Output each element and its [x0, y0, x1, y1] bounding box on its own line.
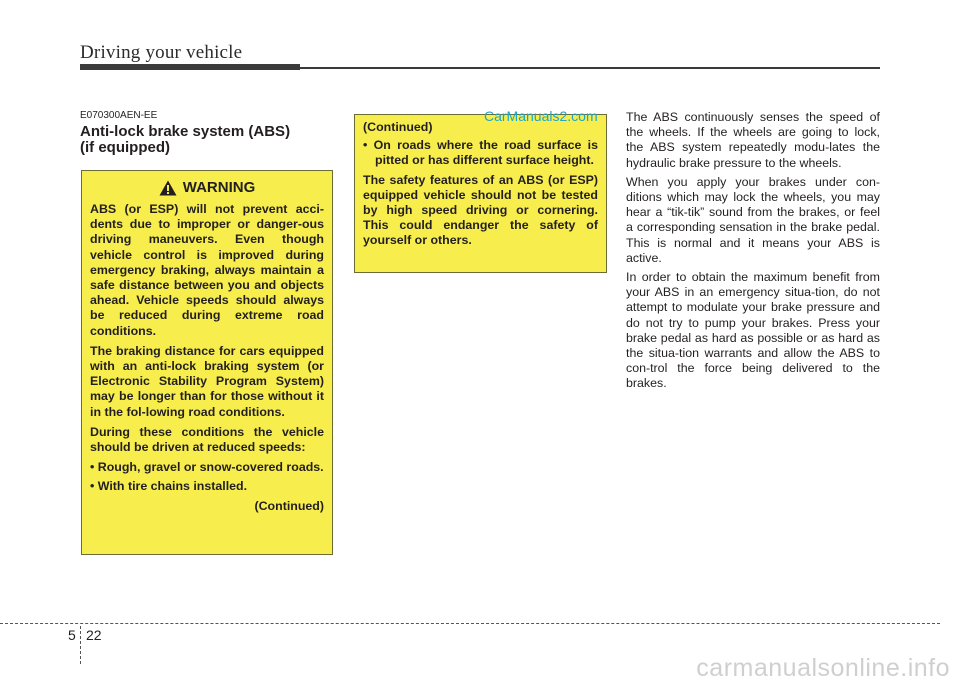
body-paragraph-2: When you apply your brakes under con-ditions which may lock the wheels, you may hear a “tik-tik” sound from the brakes, or feel a corresponding sensation in the brake pedal. This is normal and it means your ABS is active. — [626, 174, 880, 265]
body-text-column — [626, 110, 880, 396]
warning-box-left — [81, 170, 333, 555]
footer-rule — [0, 623, 940, 624]
warning-triangle-icon — [159, 180, 177, 196]
continued-paragraph-1: The safety features of an ABS (or ESP) equipped vehicle should not be tested by high speed driving or cornering. This could endanger the safety of yourself or others. — [363, 172, 598, 248]
header-rule-thin — [300, 67, 880, 69]
continued-label: (Continued) — [363, 120, 433, 134]
carmanuals-watermark: CarManuals2.com — [484, 108, 598, 124]
warning-paragraph-1: ABS (or ESP) will not prevent acci-dents due to improper or danger-ous driving maneuvers. Even though vehicle control is improved during emergency braking, always maintain a safe distance between you and objects ahead. Vehicle speeds should always be reduced during extreme road conditions. — [90, 202, 324, 338]
footer-page-number: 22 — [86, 627, 102, 643]
body-paragraph-3: In order to obtain the maximum benefit from your ABS in an emergency situa-tion, do not attempt to modulate your brake pressure and do not try to pump your brakes. Press your brake pedal as hard as possible or as hard as the situa-tion warrants and allow the ABS to con-trol the force being delivered to the brakes. — [626, 270, 880, 391]
warning-bullet-1: • Rough, gravel or snow-covered roads. — [90, 460, 324, 475]
section-code: E070300AEN-EE — [80, 110, 158, 121]
chapter-title: Driving your vehicle — [80, 42, 243, 63]
warning-header — [90, 179, 324, 197]
warning-box-continued — [354, 114, 607, 273]
warning-paragraph-2: The braking distance for cars equipped with an anti-lock braking system (or Electronic Stability Program System) may be longer than for those without it in the fol-lowing road conditions. — [90, 343, 324, 419]
warning-paragraph-3: During these conditions the vehicle should be driven at reduced speeds: — [90, 424, 324, 455]
continued-bullet-1: • On roads where the road surface is pitted or has different surface height. — [363, 138, 598, 168]
section-heading — [80, 124, 330, 156]
warning-bullet-2: • With tire chains installed. — [90, 479, 248, 494]
footer-section-number: 5 — [68, 627, 76, 643]
body-paragraph-1: The ABS continuously senses the speed of the wheels. If the wheels are going to lock, the ABS system repeatedly modu-lates the hydraulic brake pressure to the wheels. — [626, 110, 880, 170]
site-watermark: carmanualsonline.info — [696, 654, 950, 682]
footer-divider — [80, 626, 81, 664]
section-heading-line2: (if equipped) — [80, 139, 170, 156]
header-rule-thick — [80, 64, 300, 70]
warning-title: WARNING — [182, 179, 256, 197]
warning-continued: (Continued) — [254, 498, 324, 513]
section-heading-line1: Anti-lock brake system (ABS) — [80, 123, 291, 140]
